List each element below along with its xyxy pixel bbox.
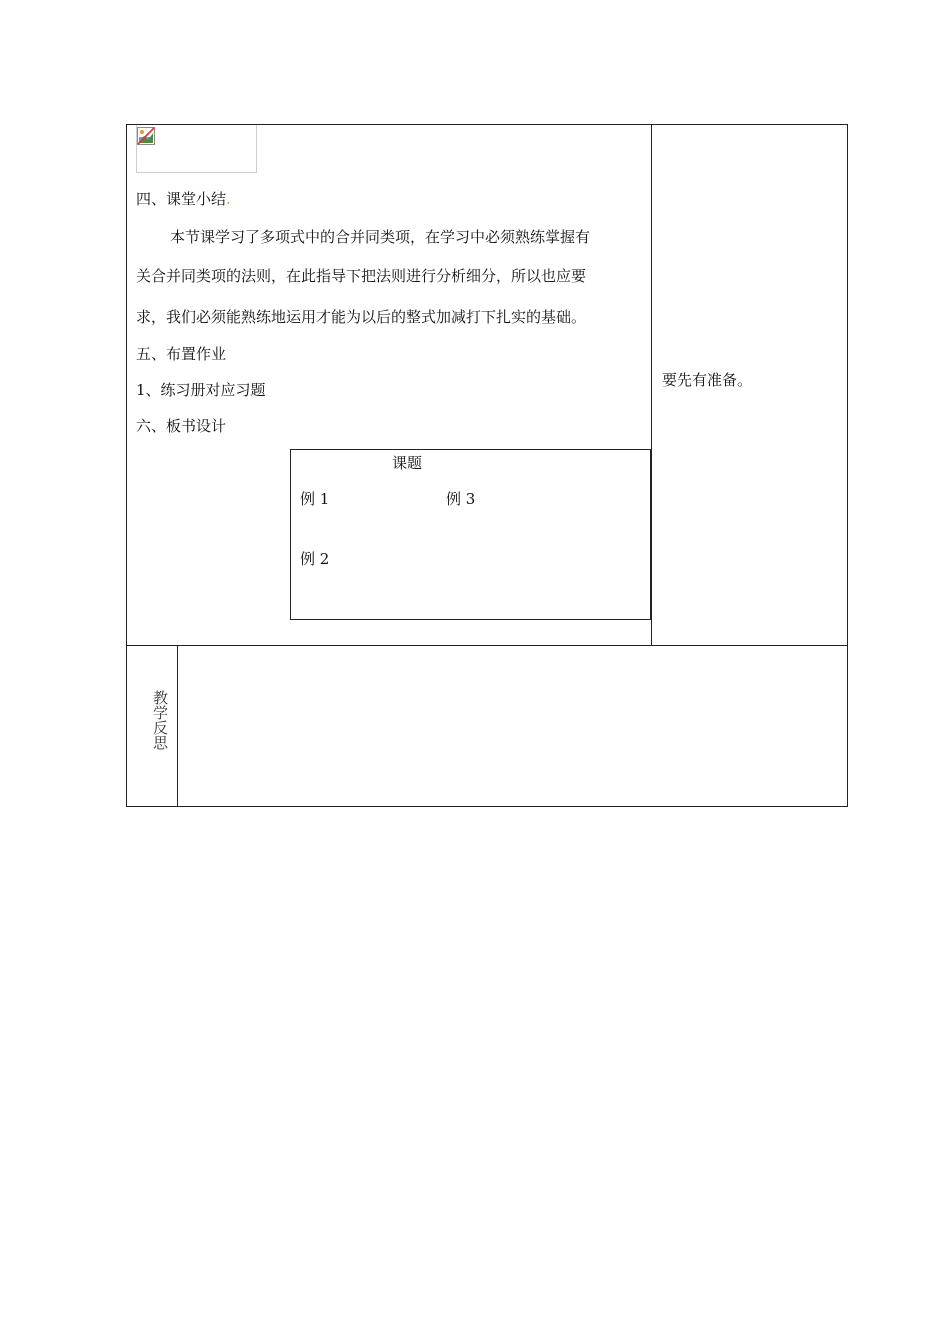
board-design-box (290, 449, 651, 620)
table-right-border (847, 124, 848, 807)
table-bottom-border (126, 806, 848, 807)
summary-line-1: 本节课学习了多项式中的合并同类项，在学习中必须熟练掌握有 (170, 228, 591, 246)
table-left-border (126, 124, 127, 807)
board-example-2: 例 2 (300, 550, 330, 568)
summary-line-2: 关合并同类项的法则，在此指导下把法则进行分析细分，所以也应要 (136, 267, 587, 285)
summary-line-3: 求，我们必须能熟练地运用才能为以后的整式加减打下扎实的基础。 (136, 308, 587, 326)
board-example-1: 例 1 (300, 490, 330, 508)
section-4-title (136, 189, 231, 209)
section-4-title-text: 四、课堂小结 (136, 190, 227, 208)
section-5-title: 五、布置作业 (136, 345, 227, 363)
homework-item: 1、练习册对应习题 (136, 381, 266, 399)
image-placeholder (136, 125, 257, 173)
side-note: 要先有准备。 (662, 371, 753, 389)
section-6-title: 六、板书设计 (136, 417, 227, 435)
reflection-content-area (178, 646, 847, 806)
reflection-label: 教学反思 (151, 690, 169, 750)
board-example-3: 例 3 (446, 490, 476, 508)
board-title: 课题 (392, 454, 423, 472)
broken-image-icon (137, 127, 155, 145)
column-divider (651, 124, 652, 646)
section-4-title-dot: . (226, 190, 231, 208)
